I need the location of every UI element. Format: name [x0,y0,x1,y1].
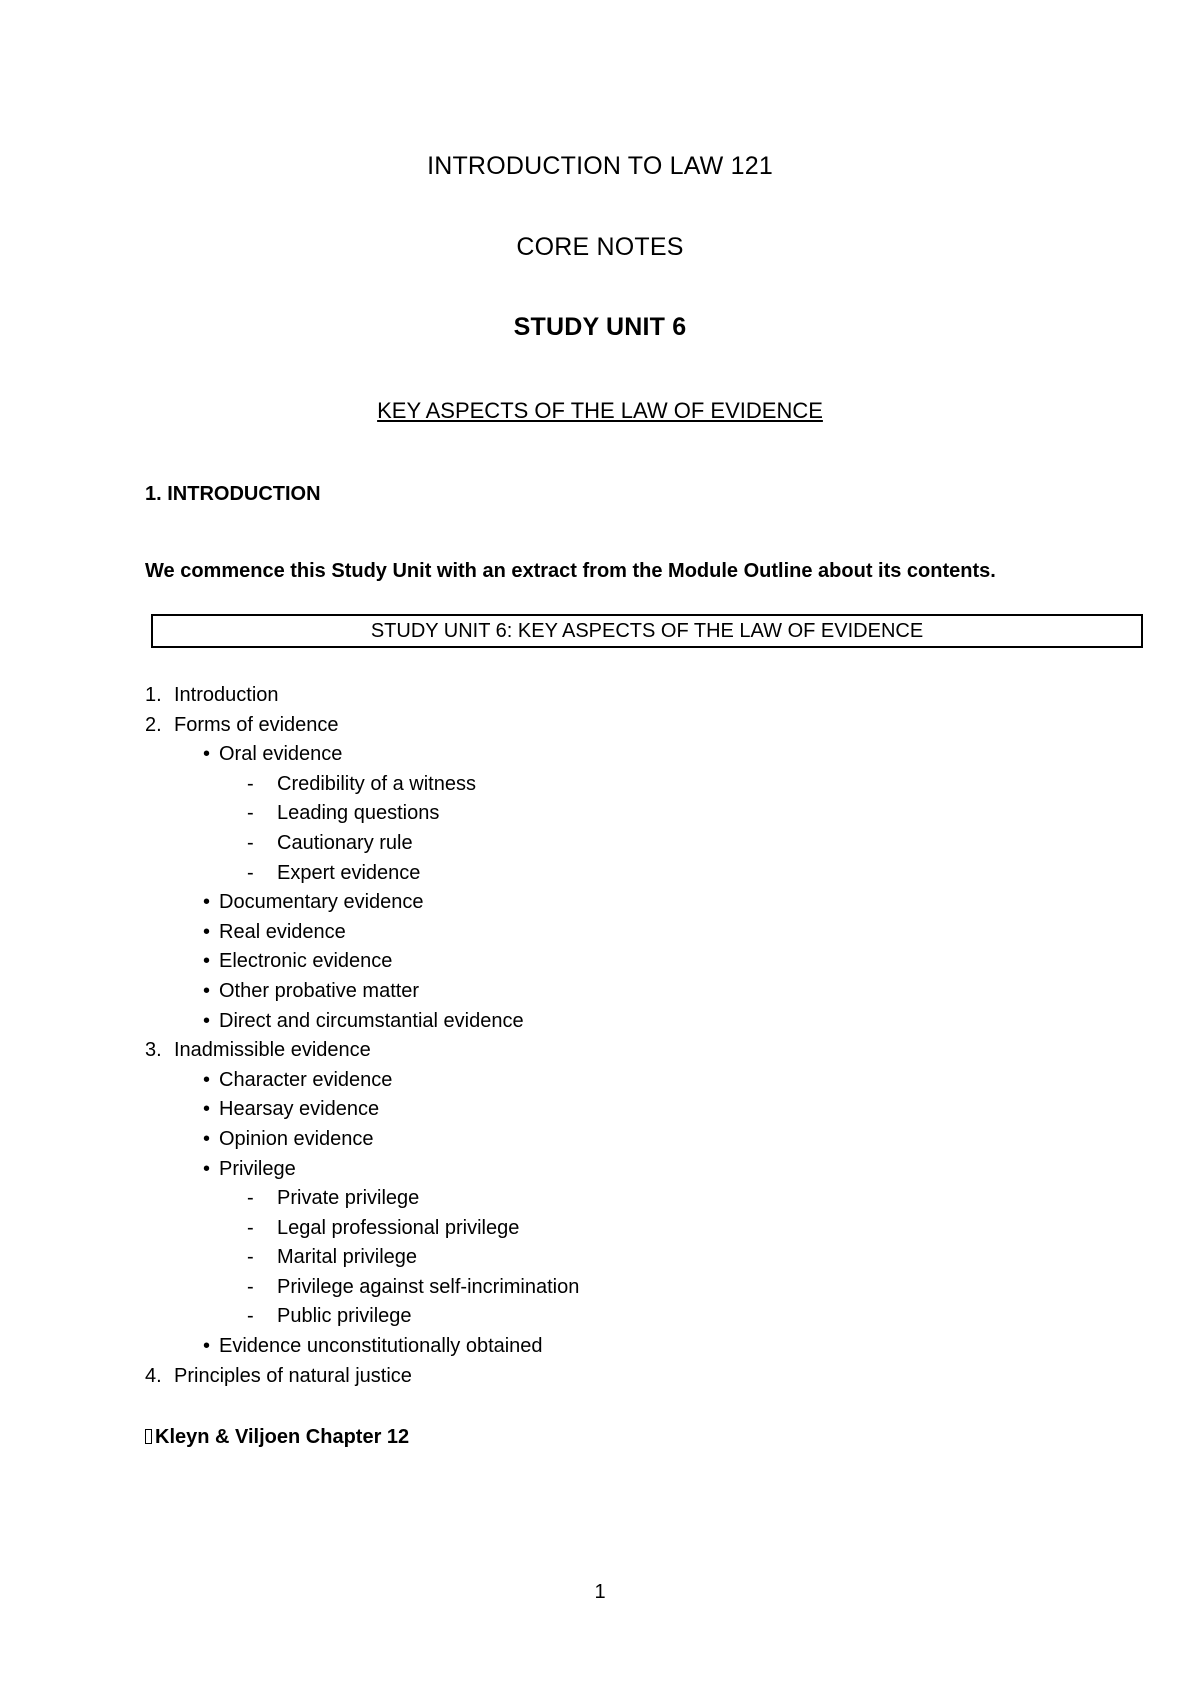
intro-paragraph: We commence this Study Unit with an extract from the Module Outline about its contents. [145,560,996,582]
outline-item [145,1036,579,1066]
outline-box-title: STUDY UNIT 6: KEY ASPECTS OF THE LAW OF EVIDENCE [151,614,1143,648]
outline-subitem [145,1155,579,1185]
outline-subitem [145,1066,579,1096]
item-text: Direct and circumstantial evidence [219,1009,524,1032]
dash-marker: - [247,1246,254,1269]
outline-subitem [145,888,579,918]
item-text: Cautionary rule [277,831,413,854]
item-text: Inadmissible evidence [174,1039,371,1062]
item-text: Credibility of a witness [277,772,476,795]
outline-subitem [145,1095,579,1125]
dash-marker: - [247,1275,254,1298]
outline-subitem [145,947,579,977]
outline-subsubitem [145,1184,579,1214]
bullet-icon: • [203,950,211,973]
reference-text: Kleyn & Viljoen Chapter 12 [155,1426,410,1448]
item-text: Evidence unconstitutionally obtained [219,1335,543,1358]
document-subtitle: KEY ASPECTS OF THE LAW OF EVIDENCE [377,398,823,423]
bullet-icon: • [203,1157,211,1180]
item-text: Marital privilege [277,1246,418,1269]
item-number: 3. [145,1039,162,1062]
item-text: Forms of evidence [174,713,339,736]
item-text: Leading questions [277,802,440,825]
item-text: Oral evidence [219,743,343,766]
dash-marker: - [247,861,254,884]
outline-subsubitem [145,859,579,889]
outline-item [145,711,579,741]
item-text: Private privilege [277,1187,420,1210]
item-number: 2. [145,713,162,736]
outline-subitem [145,918,579,948]
bullet-icon: • [203,920,211,943]
item-text: Documentary evidence [219,891,424,914]
document-title: INTRODUCTION TO LAW 121 [427,152,773,180]
outline-subsubitem [145,1273,579,1303]
item-text: Introduction [174,684,279,706]
dash-marker: - [247,1187,254,1210]
outline-item [145,1362,579,1392]
item-text: Expert evidence [277,861,421,884]
item-number: 4. [145,1364,162,1387]
item-text: Hearsay evidence [219,1098,380,1121]
dash-marker: - [247,1216,254,1239]
outline-subsubitem [145,1243,579,1273]
outline-subitem [145,977,579,1007]
item-text: Legal professional privilege [277,1216,520,1239]
bullet-icon: • [203,1127,211,1150]
item-number: 1. [145,684,162,706]
item-text: Public privilege [277,1305,412,1328]
module-outline-list [145,681,579,1391]
reading-reference [145,1424,409,1450]
notes-label: CORE NOTES [516,233,684,261]
outline-subitem [145,1332,579,1362]
outline-subitem [145,740,579,770]
item-text: Electronic evidence [219,950,393,973]
outline-subitem [145,1007,579,1037]
item-text: Other probative matter [219,979,420,1002]
study-unit-label: STUDY UNIT 6 [513,313,687,341]
item-text: Privilege against self-incrimination [277,1275,580,1298]
bullet-icon: • [203,891,211,914]
bullet-icon: • [203,743,211,766]
bullet-icon: • [203,1068,211,1091]
bullet-icon: • [203,979,211,1002]
outline-subsubitem [145,770,579,800]
outline-subitem [145,1125,579,1155]
bullet-icon: • [203,1009,211,1032]
book-icon [145,1429,152,1444]
item-text: Principles of natural justice [174,1364,412,1387]
outline-subsubitem [145,1302,579,1332]
item-text: Character evidence [219,1068,393,1091]
dash-marker: - [247,1305,254,1328]
outline-subsubitem [145,829,579,859]
item-text: Opinion evidence [219,1127,374,1150]
dash-marker: - [247,831,254,854]
page-number: 1 [594,1581,606,1603]
outline-subsubitem [145,799,579,829]
dash-marker: - [247,802,254,825]
outline-subsubitem [145,1214,579,1244]
bullet-icon: • [203,1098,211,1121]
outline-item [145,681,579,711]
section-heading: 1. INTRODUCTION [145,483,321,505]
dash-marker: - [247,772,254,795]
item-text: Privilege [219,1157,296,1180]
bullet-icon: • [203,1335,211,1358]
item-text: Real evidence [219,920,346,943]
